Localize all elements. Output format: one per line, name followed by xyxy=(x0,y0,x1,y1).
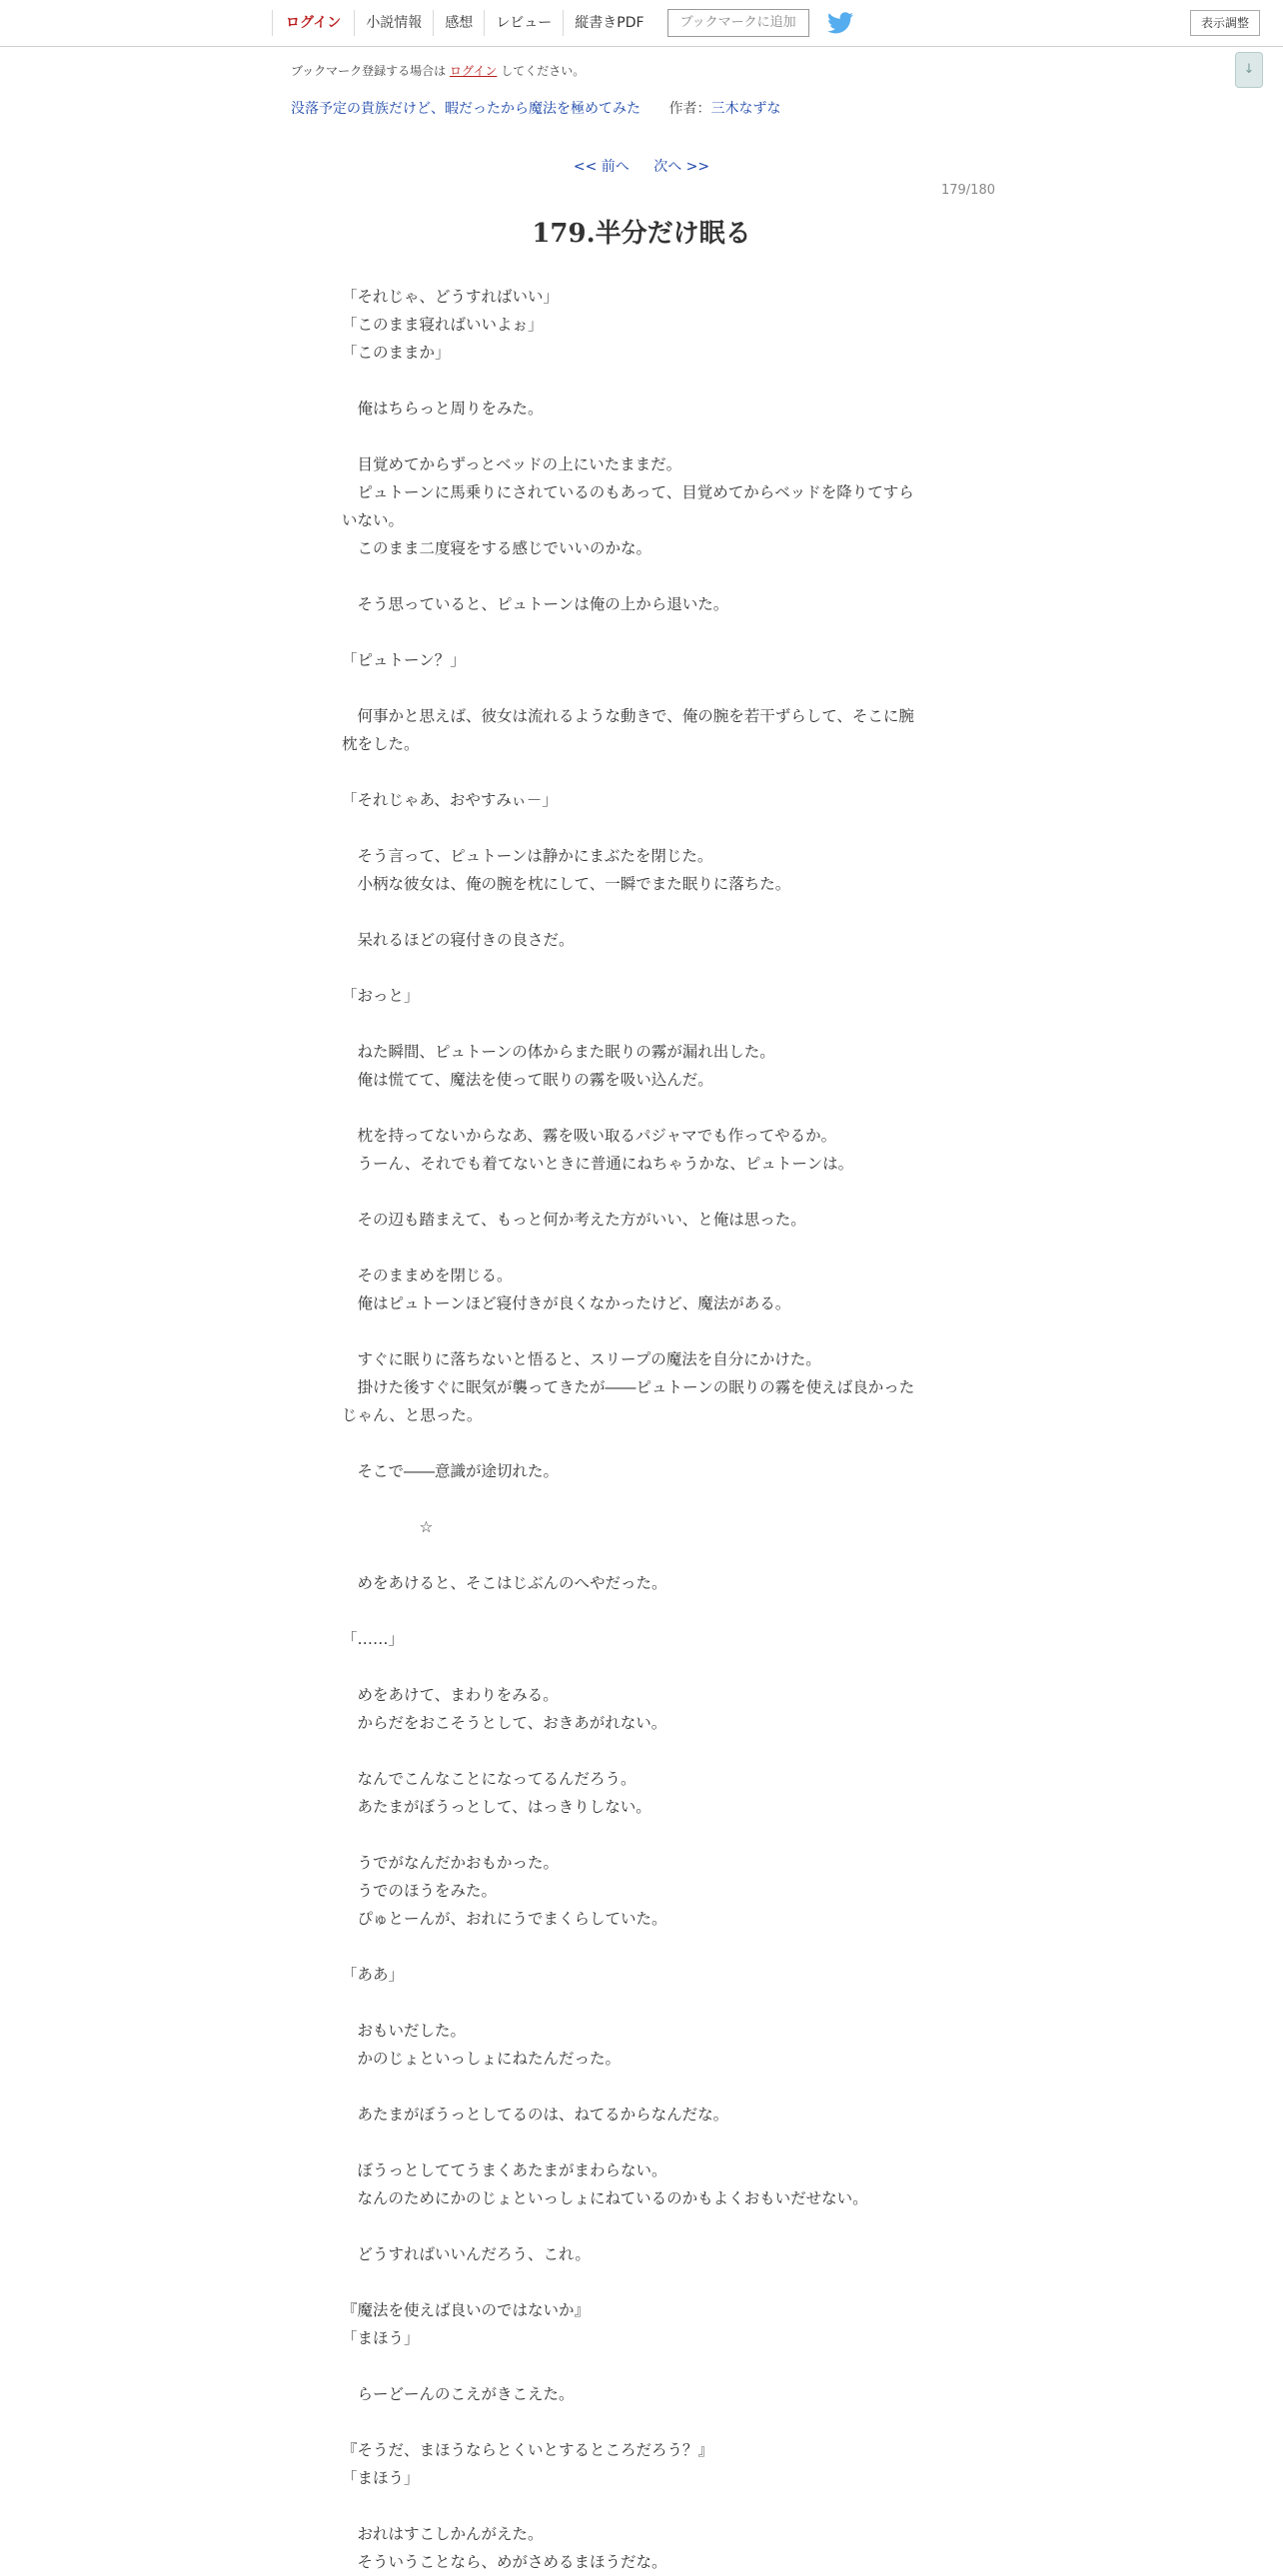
body-line xyxy=(342,2492,941,2520)
body-line xyxy=(342,562,941,590)
body-line: なんでこんなことになってるんだろう。 xyxy=(342,1770,637,1788)
body-line: 掛けた後すぐに眠気が襲ってきたが――ピュトーンの眠りの霧を使えば良かった xyxy=(342,1378,915,1396)
body-line: 「このまま寝ればいいよぉ」 xyxy=(342,316,544,334)
body-line: ☆ xyxy=(342,1518,434,1536)
twitter-bird-icon[interactable] xyxy=(827,12,853,34)
nav-bar xyxy=(272,0,853,46)
body-line: 呆れるほどの寝付きの良さだ。 xyxy=(342,931,575,949)
body-line: そう言って、ピュトーンは静かにまぶたを閉じた。 xyxy=(342,847,713,865)
body-line: うーん、それでも着てないときに普通にねちゃうかな、ピュトーンは。 xyxy=(342,1155,854,1173)
display-adjust-button[interactable]: 表示調整 xyxy=(1190,10,1260,36)
body-line: 『魔法を使えば良いのではないか』 xyxy=(342,2301,591,2319)
body-line xyxy=(342,758,941,786)
body-line xyxy=(342,1653,941,1681)
novel-meta xyxy=(291,98,780,118)
body-line: いない。 xyxy=(342,511,405,529)
body-line xyxy=(342,2268,941,2296)
body-line xyxy=(342,1933,941,1961)
down-arrow-icon[interactable]: ↓ xyxy=(1235,52,1263,88)
body-line: 「まほう」 xyxy=(342,2329,420,2347)
body-line: ぴゅとーんが、おれにうでまくらしていた。 xyxy=(342,1910,667,1928)
review-link[interactable]: レビュー xyxy=(484,10,563,36)
body-line: 「それじゃ、どうすればいい」 xyxy=(342,288,560,306)
body-line xyxy=(342,2352,941,2380)
body-line: なんのためにかのじょといっしょにねているのかもよくおもいだせない。 xyxy=(342,2189,868,2207)
body-line: 枕をした。 xyxy=(342,735,420,753)
body-line: 『そうだ、まほうならとくいとするところだろう？』 xyxy=(342,2441,714,2459)
body-line: 何事かと思えば、彼女は流れるような動きで、俺の腕を若干ずらして、そこに腕 xyxy=(342,707,914,725)
body-line xyxy=(342,1094,941,1122)
body-line: かのじょといっしょにねたんだった。 xyxy=(342,2050,622,2068)
page-count: 179/180 xyxy=(940,183,995,198)
impressions-link[interactable]: 感想 xyxy=(433,10,484,36)
body-line: 小柄な彼女は、俺の腕を枕にして、一瞬でまた眠りに落ちた。 xyxy=(342,875,791,893)
body-line xyxy=(342,1989,941,2017)
body-line xyxy=(342,814,941,842)
body-line: 「ピュトーン？」 xyxy=(342,651,466,669)
login-link[interactable]: ログイン xyxy=(272,10,354,36)
body-line xyxy=(342,2129,941,2156)
body-line xyxy=(342,1234,941,1262)
body-line: 「このままか」 xyxy=(342,344,451,362)
body-line xyxy=(342,423,941,450)
body-line xyxy=(342,1485,941,1513)
body-line: 目覚めてからずっとベッドの上にいたままだ。 xyxy=(342,455,682,473)
body-line: 「ああ」 xyxy=(342,1966,405,1984)
body-line: どうすればいいんだろう、これ。 xyxy=(342,2245,591,2263)
body-line: 「おっと」 xyxy=(342,987,420,1005)
prev-chapter-link[interactable]: << 前へ xyxy=(573,159,630,175)
body-line xyxy=(342,2073,941,2101)
body-line xyxy=(342,618,941,646)
body-line xyxy=(342,1317,941,1345)
next-chapter-link[interactable]: 次へ >> xyxy=(653,159,710,175)
body-line: 枕を持ってないからなあ、霧を吸い取るパジャマでも作ってやるか。 xyxy=(342,1127,837,1145)
body-line: ピュトーンに馬乗りにされているのもあって、目覚めてからベッドを降りてすら xyxy=(342,483,914,501)
bookmark-note-login-link[interactable]: ログイン xyxy=(450,64,498,78)
body-line: 「それじゃあ、おやすみぃ－」 xyxy=(342,791,558,809)
body-line: ねた瞬間、ピュトーンの体からまた眠りの霧が漏れ出した。 xyxy=(342,1043,775,1061)
body-line xyxy=(342,1429,941,1457)
body-line: らーどーんのこえがきこえた。 xyxy=(342,2385,575,2403)
bookmark-note-suffix: してください。 xyxy=(501,64,586,78)
bookmark-note-prefix: ブックマーク登録する場合は xyxy=(291,64,447,78)
bookmark-login-note xyxy=(291,62,585,79)
chapter-title: 179.半分だけ眠る xyxy=(532,219,751,249)
body-line: そこで――意識が途切れた。 xyxy=(342,1462,560,1480)
body-line xyxy=(342,1010,941,1038)
body-line: うでがなんだかおもかった。 xyxy=(342,1854,560,1872)
body-line xyxy=(342,1541,941,1569)
chapter-body xyxy=(342,283,941,2576)
body-line: ぼうっとしててうまくあたまがまわらない。 xyxy=(342,2161,667,2179)
body-line: すぐに眠りに落ちないと悟ると、スリープの魔法を自分にかけた。 xyxy=(342,1350,821,1368)
body-line: そう思っていると、ピュトーンは俺の上から退いた。 xyxy=(342,595,729,613)
header xyxy=(0,0,1283,47)
body-line: からだをおこそうとして、おきあがれない。 xyxy=(342,1714,667,1732)
body-line xyxy=(342,674,941,702)
body-line xyxy=(342,898,941,926)
body-line: あたまがぼうっとしてるのは、ねてるからなんだな。 xyxy=(342,2106,729,2124)
body-line xyxy=(342,1737,941,1765)
body-line xyxy=(342,1597,941,1625)
novel-info-link[interactable]: 小説情報 xyxy=(354,10,433,36)
body-line: めをあけて、まわりをみる。 xyxy=(342,1686,559,1704)
author-link[interactable]: 三木なずな xyxy=(710,101,781,117)
body-line: 俺は慌てて、魔法を使って眠りの霧を吸い込んだ。 xyxy=(342,1071,713,1089)
author-label: 作者： xyxy=(668,101,711,117)
body-line xyxy=(342,1821,941,1849)
body-line xyxy=(342,1178,941,1206)
body-line: 俺はちらっと周りをみた。 xyxy=(342,400,544,418)
body-line xyxy=(342,367,941,395)
body-line: その辺も踏まえて、もっと何か考えた方がいい、と俺は思った。 xyxy=(342,1211,806,1229)
body-line: そのままめを閉じる。 xyxy=(342,1267,513,1285)
body-line xyxy=(342,954,941,982)
body-line: 「……」 xyxy=(342,1630,405,1648)
novel-title-link[interactable]: 没落予定の貴族だけど、暇だったから魔法を極めてみた xyxy=(291,101,641,117)
body-line xyxy=(342,2212,941,2240)
body-line: そういうことなら、めがさめるまほうだな。 xyxy=(342,2553,667,2571)
vertical-pdf-link[interactable]: 縦書きPDF xyxy=(563,10,654,36)
body-line xyxy=(342,2408,941,2436)
body-line: じゃん、と思った。 xyxy=(342,1406,483,1424)
body-line: おれはすこしかんがえた。 xyxy=(342,2525,544,2543)
body-line: このまま二度寝をする感じでいいのかな。 xyxy=(342,539,652,557)
pager xyxy=(0,156,1283,176)
body-line: 「まほう」 xyxy=(342,2469,420,2487)
body-line: あたまがぼうっとして、はっきりしない。 xyxy=(342,1798,651,1816)
body-line: 俺はピュトーンほど寝付きが良くなかったけど、魔法がある。 xyxy=(342,1294,791,1312)
body-line: おもいだした。 xyxy=(342,2022,467,2040)
bookmark-add-button[interactable]: ブックマークに追加 xyxy=(667,9,809,37)
body-line: めをあけると、そこはじぶんのへやだった。 xyxy=(342,1574,667,1592)
body-line: うでのほうをみた。 xyxy=(342,1882,498,1900)
